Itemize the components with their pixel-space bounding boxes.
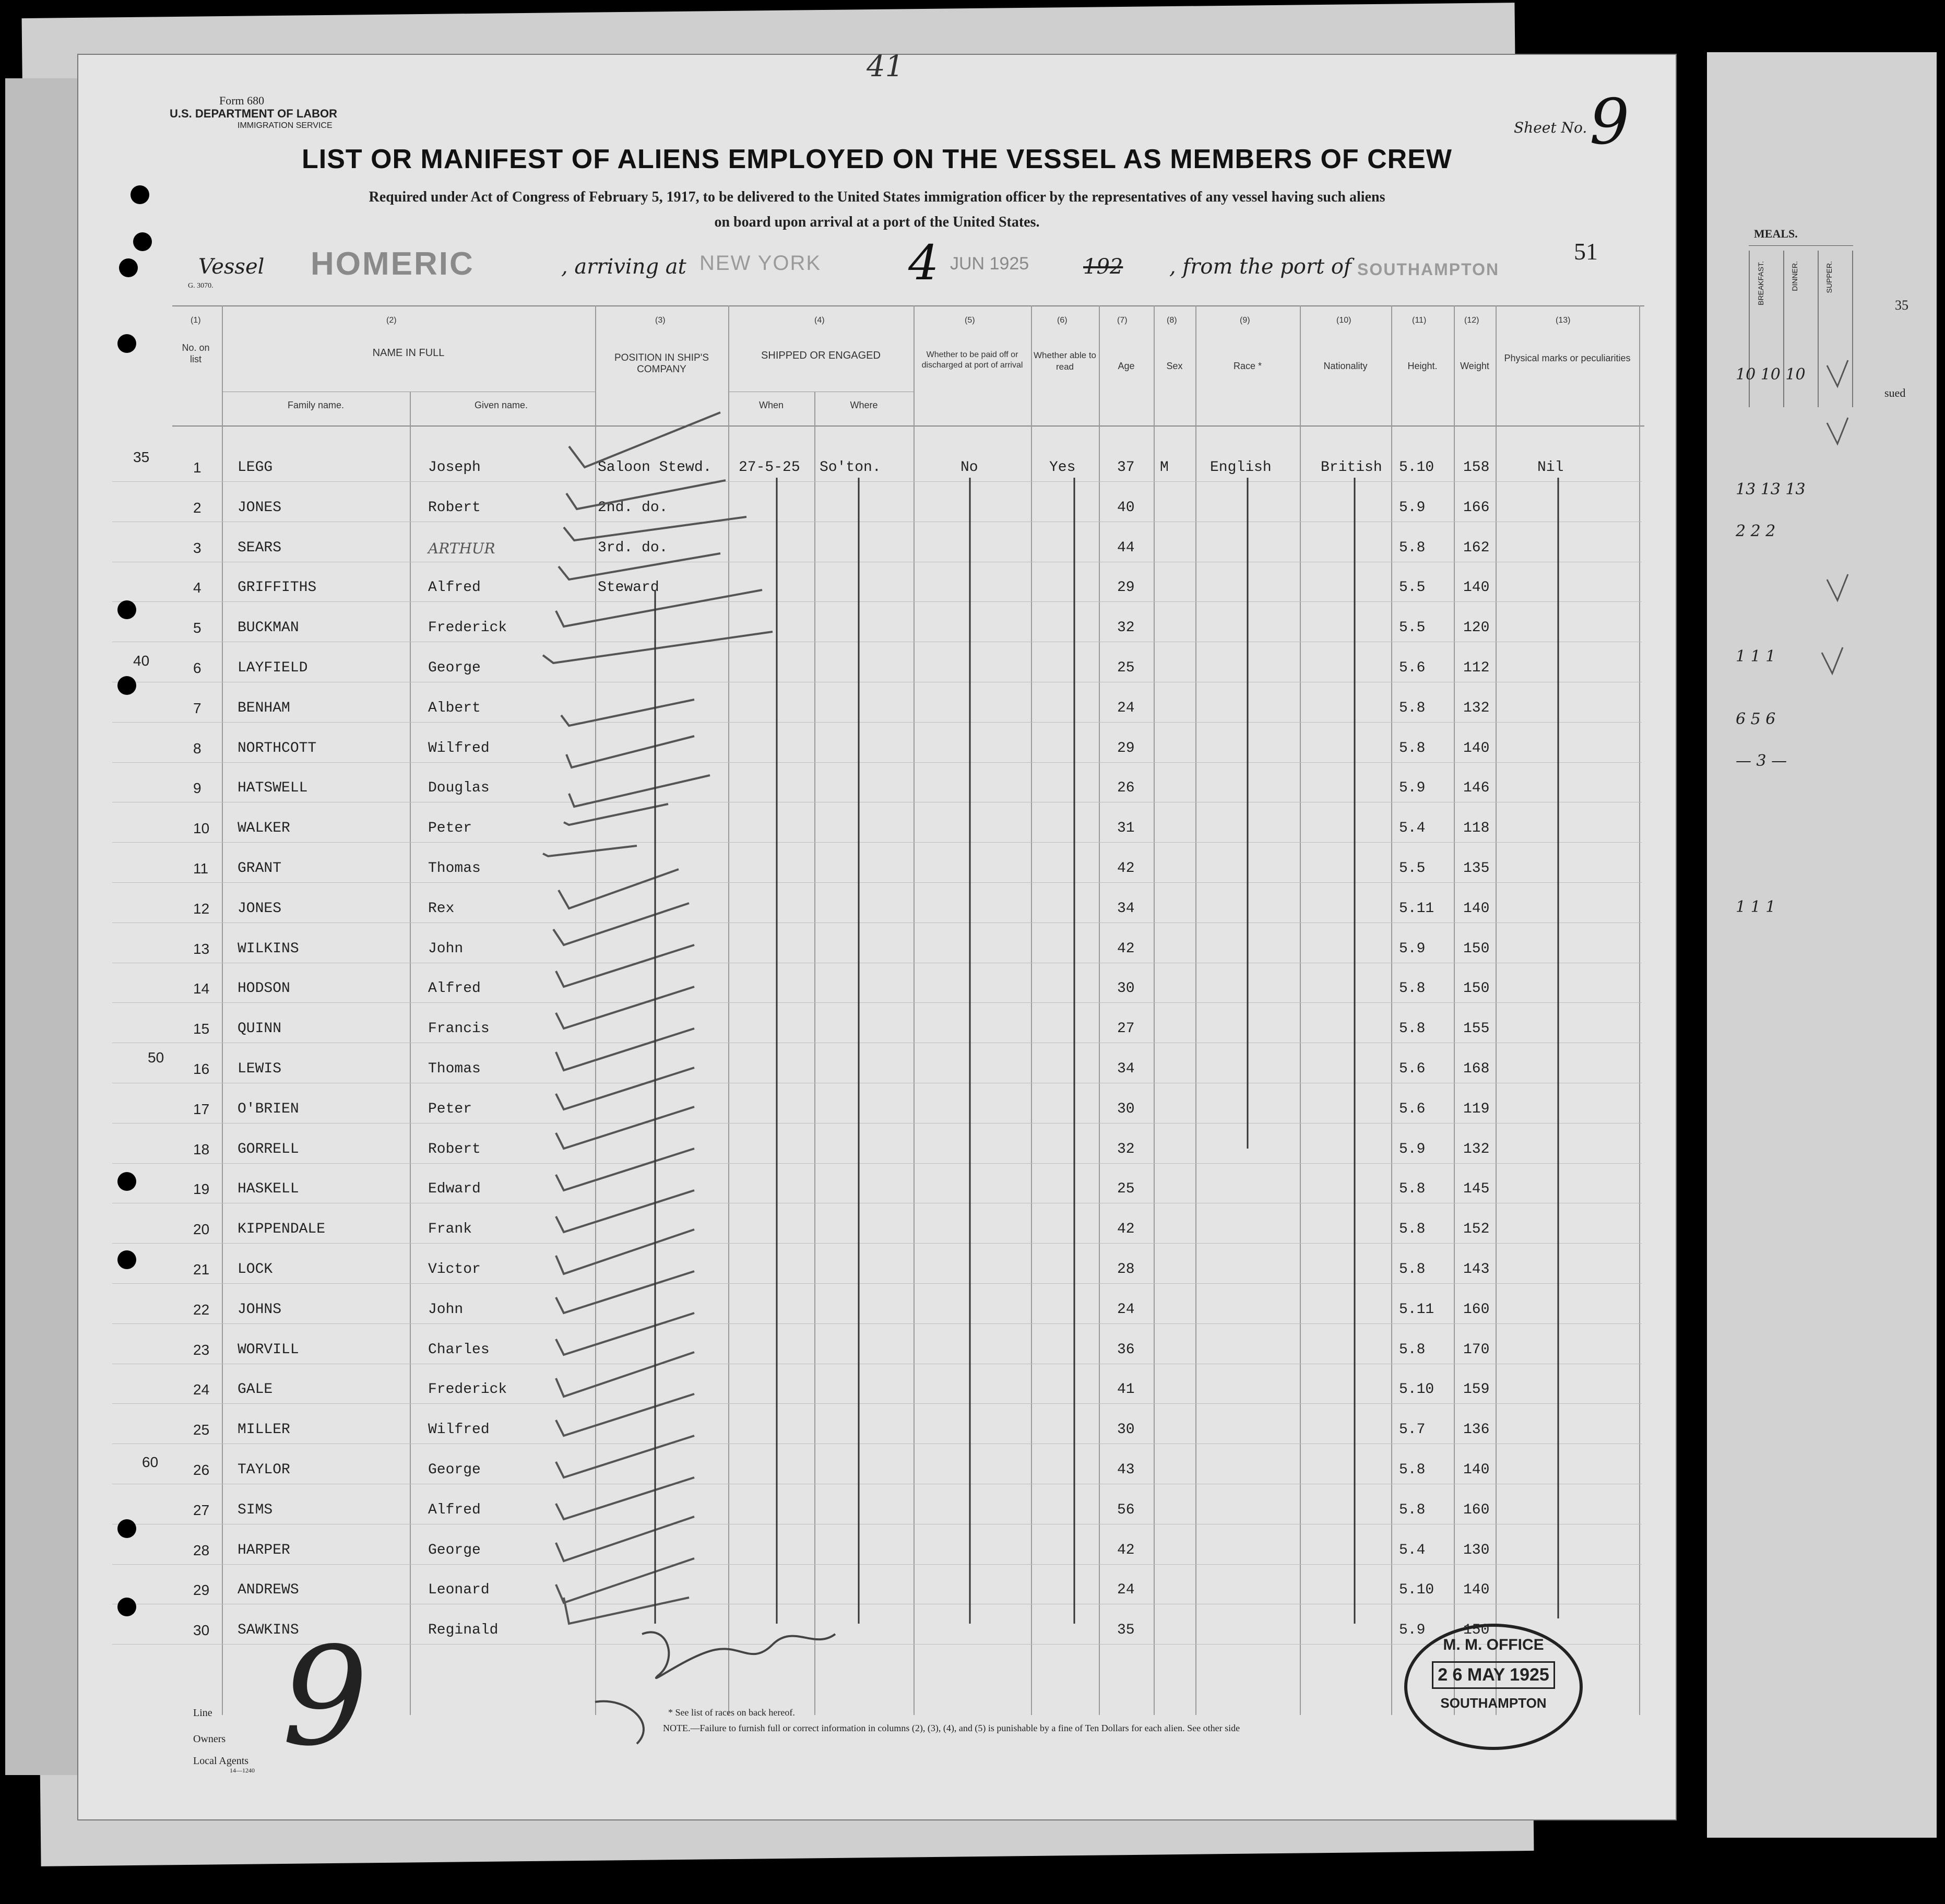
given-name: Charles	[428, 1342, 490, 1358]
stamp-date: 2 6 MAY 1925	[1432, 1661, 1555, 1689]
punch-hole	[117, 334, 136, 353]
height: 5.9	[1399, 780, 1426, 796]
row-number: 26	[193, 1462, 210, 1478]
weight: 120	[1463, 620, 1490, 636]
family-name: LAYFIELD	[238, 660, 308, 676]
age: 25	[1117, 1181, 1135, 1197]
family-name: JONES	[238, 901, 282, 917]
subtitle-line-2: on board upon arrival at a port of the United States.	[714, 214, 1040, 230]
age: 28	[1117, 1261, 1135, 1278]
row-number: 23	[193, 1342, 210, 1358]
family-name: NORTHCOTT	[238, 740, 317, 756]
weight: 119	[1463, 1101, 1490, 1117]
age: 27	[1117, 1021, 1135, 1037]
row-number: 9	[193, 780, 201, 796]
given-name: Alfred	[428, 1502, 481, 1518]
weight: 145	[1463, 1181, 1490, 1197]
height: 5.9	[1399, 1622, 1426, 1638]
height: 5.8	[1399, 1502, 1426, 1518]
row-number: 15	[193, 1021, 210, 1037]
age: 35	[1117, 1622, 1135, 1638]
handwritten-nine: 9	[282, 1618, 369, 1776]
weight: 168	[1463, 1061, 1490, 1077]
height: 5.11	[1399, 1302, 1434, 1318]
height: 5.6	[1399, 1101, 1426, 1117]
meals-entry: 6 5 6	[1736, 710, 1776, 728]
arrival-day: 4	[908, 235, 939, 291]
departure-port: SOUTHAMPTON	[1357, 260, 1500, 279]
weight: 140	[1463, 901, 1490, 917]
height: 5.6	[1399, 660, 1426, 676]
physical-marks: Nil	[1537, 459, 1564, 476]
race: English	[1210, 459, 1272, 476]
row-number: 3	[193, 540, 201, 556]
given-name: Peter	[428, 1101, 472, 1117]
meals-entry: 1 1 1	[1736, 647, 1776, 666]
able-to-read: Yes	[1049, 459, 1076, 476]
row-number: 22	[193, 1302, 210, 1318]
shipped-where: So'ton.	[820, 459, 881, 476]
height: 5.8	[1399, 740, 1426, 756]
form-code: G. 3070.	[188, 282, 214, 290]
arrival-date-stamp: JUN 1925	[950, 254, 1029, 274]
sex: M	[1160, 459, 1169, 476]
weight: 143	[1463, 1261, 1490, 1278]
height: 5.7	[1399, 1422, 1426, 1438]
weight: 140	[1463, 1462, 1490, 1478]
age: 30	[1117, 1101, 1135, 1117]
age: 29	[1117, 580, 1135, 596]
given-name: Peter	[428, 820, 472, 836]
height: 5.9	[1399, 1141, 1426, 1157]
col-num: (7)	[1117, 316, 1128, 325]
weight: 112	[1463, 660, 1490, 676]
punch-hole	[119, 258, 138, 277]
given-name: Rex	[428, 901, 455, 917]
age: 30	[1117, 1422, 1135, 1438]
family-name: HARPER	[238, 1542, 290, 1558]
col-num: (13)	[1556, 316, 1571, 325]
col-num: (3)	[655, 316, 666, 325]
weight: 152	[1463, 1221, 1490, 1237]
height: 5.5	[1399, 580, 1426, 596]
family-name: ANDREWS	[238, 1582, 299, 1598]
height: 5.10	[1399, 459, 1434, 476]
vessel-name: HOMERIC	[311, 246, 475, 282]
age: 41	[1117, 1381, 1135, 1398]
margin-count: 60	[142, 1454, 159, 1470]
row-number: 6	[193, 660, 201, 676]
given-name: Victor	[428, 1261, 481, 1278]
sheet-label: Sheet No.	[1514, 119, 1587, 136]
given-name: George	[428, 1542, 481, 1558]
height: 5.8	[1399, 980, 1426, 997]
meals-entry: — 3 —	[1736, 752, 1787, 770]
row-number: 7	[193, 700, 201, 716]
position: 2nd. do.	[598, 500, 668, 516]
family-name: WILKINS	[238, 941, 299, 957]
row-number: 4	[193, 580, 201, 596]
stamp-top: M. M. OFFICE	[1443, 1636, 1544, 1653]
immigration-service: IMMIGRATION SERVICE	[238, 121, 333, 130]
age: 42	[1117, 1221, 1135, 1237]
col-num: (6)	[1057, 316, 1068, 325]
weight: 118	[1463, 820, 1490, 836]
col-num: (10)	[1336, 316, 1351, 325]
margin-count: 50	[148, 1049, 164, 1066]
row-number: 13	[193, 941, 210, 957]
weight: 150	[1463, 941, 1490, 957]
check-marks	[543, 412, 773, 1624]
meals-side-number: 35	[1895, 298, 1908, 313]
footer-owners: Owners	[193, 1733, 226, 1745]
col-num: (12)	[1464, 316, 1479, 325]
weight: 140	[1463, 1582, 1490, 1598]
header-given-name: Given name.	[474, 400, 528, 410]
row-number: 5	[193, 620, 201, 636]
from-port-label: , from the port of	[1169, 255, 1351, 279]
page-title: LIST OR MANIFEST OF ALIENS EMPLOYED ON THE VESSEL AS MEMBERS OF CREW	[302, 144, 1452, 174]
height: 5.8	[1399, 1342, 1426, 1358]
family-name: HATSWELL	[238, 780, 308, 796]
footer-note-fine: NOTE.—Failure to furnish full or correct information in columns (2), (3), (4), and (5) is punishable by a fine of Ten Dollars for each alien. See other side	[663, 1723, 1240, 1733]
family-name: GRANT	[238, 860, 282, 877]
height: 5.8	[1399, 1261, 1426, 1278]
family-name: KIPPENDALE	[238, 1221, 326, 1237]
height: 5.5	[1399, 860, 1426, 877]
family-name: BENHAM	[238, 700, 290, 716]
col-num: (5)	[965, 316, 975, 325]
col-num: (1)	[191, 316, 201, 325]
meals-check-marks	[1822, 360, 1848, 673]
meals-entry: 2 2 2	[1736, 522, 1776, 540]
punch-hole	[133, 232, 152, 251]
age: 44	[1117, 540, 1135, 556]
row-number: 19	[193, 1181, 210, 1197]
height: 5.5	[1399, 620, 1426, 636]
age: 29	[1117, 740, 1135, 756]
row-number: 16	[193, 1061, 210, 1077]
row-number: 25	[193, 1422, 210, 1438]
weight: 170	[1463, 1342, 1490, 1358]
height: 5.10	[1399, 1381, 1434, 1398]
header-when: When	[758, 400, 784, 410]
given-name: Douglas	[428, 780, 490, 796]
header-position: POSITION IN SHIP'S COMPANY	[614, 352, 709, 375]
row-number: 2	[193, 500, 201, 516]
footer-note-races: * See list of races on back hereof.	[668, 1707, 795, 1718]
punch-hole	[131, 185, 149, 204]
age: 31	[1117, 820, 1135, 836]
family-name: GALE	[238, 1381, 273, 1398]
header-sex: Sex	[1166, 361, 1183, 371]
weight: 155	[1463, 1021, 1490, 1037]
col-num: (9)	[1240, 316, 1250, 325]
given-name: Wilfred	[428, 1422, 490, 1438]
age: 26	[1117, 780, 1135, 796]
age: 34	[1117, 901, 1135, 917]
header-paid-off: Whether to be paid off or discharged at port of arrival	[921, 350, 1023, 370]
header-physical-marks: Physical marks or peculiarities	[1504, 353, 1631, 363]
age: 42	[1117, 1542, 1135, 1558]
weight: 160	[1463, 1502, 1490, 1518]
meals-entry: 10 10 10	[1736, 365, 1806, 384]
header-nationality: Nationality	[1323, 361, 1368, 371]
row-number: 30	[193, 1622, 210, 1638]
family-name: QUINN	[238, 1021, 282, 1037]
family-name: HASKELL	[238, 1181, 299, 1197]
weight: 146	[1463, 780, 1490, 796]
meals-header: MEALS.	[1754, 227, 1798, 240]
height: 5.10	[1399, 1582, 1434, 1598]
family-name: LEWIS	[238, 1061, 282, 1077]
given-name: George	[428, 1462, 481, 1478]
given-name: Alfred	[428, 580, 481, 596]
row-number: 17	[193, 1101, 210, 1117]
page-reference: 51	[1574, 238, 1598, 265]
given-name: Robert	[428, 500, 481, 516]
given-name: Thomas	[428, 1061, 481, 1077]
header-name-in-full: NAME IN FULL	[372, 347, 445, 359]
header-height: Height.	[1407, 361, 1438, 371]
height: 5.8	[1399, 1021, 1426, 1037]
row-number: 18	[193, 1141, 210, 1157]
shipped-when: 27-5-25	[739, 459, 800, 476]
given-name: George	[428, 660, 481, 676]
family-name: O'BRIEN	[238, 1101, 299, 1117]
printed-year: 192	[1083, 255, 1123, 279]
footer-agents: Local Agents	[193, 1755, 249, 1767]
row-number: 10	[193, 820, 210, 836]
row-number: 1	[193, 459, 201, 476]
top-scribble: 41	[867, 50, 904, 84]
age: 25	[1117, 660, 1135, 676]
subtitle-line-1: Required under Act of Congress of February 5, 1917, to be delivered to the United States immigration officer by the representatives of any vessel having such aliens	[369, 189, 1385, 205]
header-where: Where	[850, 400, 878, 410]
age: 42	[1117, 941, 1135, 957]
weight: 150	[1463, 980, 1490, 997]
department: U.S. DEPARTMENT OF LABOR	[170, 107, 338, 120]
age: 40	[1117, 500, 1135, 516]
stamp-bottom: SOUTHAMPTON	[1440, 1695, 1547, 1711]
given-name: ARTHUR	[428, 540, 495, 557]
row-number: 24	[193, 1381, 210, 1398]
row-number: 11	[193, 860, 209, 877]
position: Saloon Stewd.	[598, 459, 712, 476]
given-name: John	[428, 941, 464, 957]
arrival-port: NEW YORK	[699, 252, 822, 275]
row-number: 21	[193, 1261, 210, 1278]
meals-side-note: sued	[1884, 386, 1906, 399]
punch-hole	[117, 1598, 136, 1616]
punch-hole	[117, 1172, 136, 1191]
footer-form-code: 14—1240	[230, 1767, 255, 1774]
height: 5.4	[1399, 1542, 1426, 1558]
nationality: British	[1321, 459, 1382, 476]
weight: 140	[1463, 580, 1490, 596]
given-name: Frank	[428, 1221, 472, 1237]
punch-hole	[117, 1519, 136, 1538]
height: 5.8	[1399, 1462, 1426, 1478]
height: 5.8	[1399, 540, 1426, 556]
family-name: HODSON	[238, 980, 290, 997]
margin-count: 40	[133, 653, 150, 669]
row-number: 8	[193, 740, 201, 756]
age: 24	[1117, 1582, 1135, 1598]
weight: 130	[1463, 1542, 1490, 1558]
height: 5.8	[1399, 700, 1426, 716]
col-num: (11)	[1412, 316, 1427, 325]
family-name: WORVILL	[238, 1342, 299, 1358]
weight: 136	[1463, 1422, 1490, 1438]
row-number: 27	[193, 1502, 210, 1518]
given-name: John	[428, 1302, 464, 1318]
family-name: GRIFFITHS	[238, 580, 317, 596]
height: 5.4	[1399, 820, 1426, 836]
given-name: Frederick	[428, 620, 507, 636]
sheet-number: 9	[1590, 86, 1630, 159]
height: 5.9	[1399, 500, 1426, 516]
family-name: SIMS	[238, 1502, 273, 1518]
age: 24	[1117, 1302, 1135, 1318]
header-shipped: SHIPPED OR ENGAGED	[761, 350, 881, 361]
weight: 166	[1463, 500, 1490, 516]
position: 3rd. do.	[598, 540, 668, 556]
col-num: (8)	[1167, 316, 1177, 325]
family-name: LEGG	[238, 459, 273, 476]
vessel-label: Vessel	[198, 255, 265, 279]
position: Steward	[598, 580, 659, 596]
height: 5.11	[1399, 901, 1434, 917]
header-weight: Weight	[1460, 361, 1489, 371]
given-name: Alfred	[428, 980, 481, 997]
given-name: Reginald	[428, 1622, 499, 1638]
weight: 158	[1463, 459, 1490, 476]
paid-off: No	[960, 459, 978, 476]
weight: 140	[1463, 740, 1490, 756]
age: 42	[1117, 860, 1135, 877]
office-stamp	[1404, 1624, 1583, 1750]
given-name: Thomas	[428, 860, 481, 877]
col-num: (2)	[386, 316, 397, 325]
row-number: 14	[193, 980, 210, 997]
meals-col-dinner: DINNER.	[1790, 261, 1799, 291]
family-name: JONES	[238, 500, 282, 516]
given-name: Wilfred	[428, 740, 490, 756]
family-name: SAWKINS	[238, 1622, 299, 1638]
given-name: Leonard	[428, 1582, 490, 1598]
meals-entry: 1 1 1	[1736, 898, 1776, 916]
margin-count: 35	[133, 449, 150, 465]
height: 5.8	[1399, 1221, 1426, 1237]
given-name: Robert	[428, 1141, 481, 1157]
age: 36	[1117, 1342, 1135, 1358]
meals-entry: 13 13 13	[1736, 480, 1806, 499]
punch-hole	[117, 676, 136, 695]
age: 32	[1117, 1141, 1135, 1157]
row-number: 29	[193, 1582, 210, 1598]
family-name: BUCKMAN	[238, 620, 299, 636]
ditto-lines	[655, 478, 1558, 1624]
punch-hole	[117, 1250, 136, 1269]
given-name: Albert	[428, 700, 481, 716]
form-number: Form 680	[219, 94, 265, 107]
family-name: GORRELL	[238, 1141, 299, 1157]
weight: 150	[1463, 1622, 1490, 1638]
family-name: TAYLOR	[238, 1462, 290, 1478]
age: 37	[1117, 459, 1135, 476]
family-name: WALKER	[238, 820, 290, 836]
given-name: Francis	[428, 1021, 490, 1037]
meals-col-supper: SUPPER.	[1825, 261, 1833, 293]
header-family-name: Family name.	[287, 400, 345, 410]
footer-line: Line	[193, 1707, 212, 1719]
given-name: Joseph	[428, 459, 481, 476]
header-no-on-list: No. on list	[182, 342, 210, 364]
family-name: LOCK	[238, 1261, 273, 1278]
punch-hole	[117, 600, 136, 619]
age: 24	[1117, 700, 1135, 716]
weight: 159	[1463, 1381, 1490, 1398]
age: 43	[1117, 1462, 1135, 1478]
weight: 162	[1463, 540, 1490, 556]
arriving-label: , arriving at	[561, 255, 686, 279]
header-age: Age	[1118, 361, 1135, 371]
family-name: JOHNS	[238, 1302, 282, 1318]
height: 5.9	[1399, 941, 1426, 957]
weight: 160	[1463, 1302, 1490, 1318]
meals-col-breakfast: BREAKFAST.	[1757, 261, 1765, 305]
family-name: SEARS	[238, 540, 282, 556]
age: 56	[1117, 1502, 1135, 1518]
age: 32	[1117, 620, 1135, 636]
given-name: Edward	[428, 1181, 481, 1197]
height: 5.6	[1399, 1061, 1426, 1077]
row-number: 20	[193, 1221, 210, 1237]
height: 5.8	[1399, 1181, 1426, 1197]
header-able-to-read: Whether able to read	[1034, 350, 1097, 372]
col-num: (4)	[814, 316, 825, 325]
header-race: Race *	[1233, 361, 1262, 371]
weight: 132	[1463, 700, 1490, 716]
weight: 132	[1463, 1141, 1490, 1157]
age: 34	[1117, 1061, 1135, 1077]
given-name: Frederick	[428, 1381, 507, 1398]
age: 30	[1117, 980, 1135, 997]
row-number: 28	[193, 1542, 210, 1558]
weight: 135	[1463, 860, 1490, 877]
family-name: MILLER	[238, 1422, 290, 1438]
row-number: 12	[193, 901, 210, 917]
